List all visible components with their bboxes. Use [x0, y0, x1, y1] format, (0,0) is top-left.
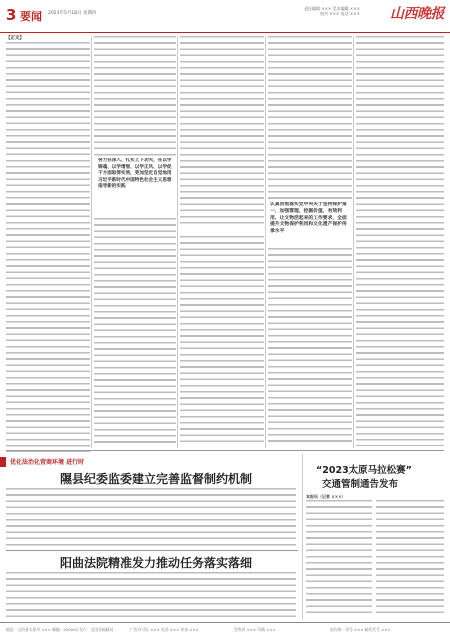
column-heading: 【正文】 — [6, 36, 24, 41]
footer-price: 零售价 ××× 印刷 ××× — [234, 627, 276, 632]
newspaper-logo: 山西晚报 — [390, 6, 444, 22]
page-section-tag: 要闻 — [20, 10, 42, 23]
article-column-3 — [180, 36, 264, 446]
right-article-lead: 本报讯（记者 ×××） — [306, 494, 346, 499]
footer-address: 地址：山西省太原市 ××× 邮编：030000 发行：全国各地邮局 — [6, 627, 114, 632]
headline-2: 阳曲法院精准发力推动任务落实落细 — [60, 556, 253, 570]
text-lines — [268, 36, 352, 200]
footer-issn: 国内统一刊号 ××× 邮发代号 ××× — [330, 627, 391, 632]
pull-quote-main: 认真贯彻落实党中央关于坚持保护第一、加强管理、挖掘价值、有效利用、让文物活起来的工作要求，全面提升文物保护利用和文化遗产保护传承水平 — [270, 202, 347, 235]
banner-accent — [0, 457, 6, 467]
article-body-1 — [6, 488, 296, 546]
article-column-1 — [6, 36, 90, 452]
banner-text: 优化法治化营商环境 进行时 — [10, 459, 85, 466]
pull-quote-highlight: 努力在深入、扎实上下功夫，在以学铸魂、以学增智、以学正风、以学促干方面取得实效，更加坚定自觉地用习近平新时代中国特色社会主义思想指导新的实践 — [98, 158, 172, 190]
page-footer — [0, 622, 450, 641]
text-lines — [94, 218, 176, 446]
article-body-3b — [376, 500, 444, 618]
kicker-headline: “2023太原马拉松赛” — [316, 465, 412, 476]
text-lines — [6, 42, 90, 452]
column-divider — [177, 36, 178, 448]
footer-ad-license: 广告许可证 ××× 电话 ××× 传真 ××× — [130, 627, 199, 632]
text-lines — [94, 36, 176, 156]
article-body-2 — [6, 572, 296, 618]
article-column-5 — [356, 36, 444, 446]
column-divider — [302, 454, 303, 620]
text-lines — [180, 36, 264, 226]
masthead — [0, 0, 450, 33]
page-number: 3 — [6, 6, 17, 24]
section-divider — [6, 550, 298, 551]
article-body-3 — [306, 500, 372, 618]
text-lines — [356, 36, 444, 446]
headline-1: 隰县纪委监委建立完善监督制约机制 — [60, 472, 253, 486]
column-divider — [265, 36, 266, 448]
editor-info — [304, 6, 360, 16]
article-column-2 — [94, 36, 176, 446]
editor-info-line: 责任编辑 ××× 美术编辑 ××× — [304, 6, 360, 11]
right-headline: 交通管制通告发布 — [322, 479, 399, 490]
column-divider — [91, 36, 92, 448]
text-lines — [180, 236, 264, 446]
column-divider — [353, 36, 354, 448]
section-divider — [6, 450, 444, 451]
editor-info-line: 校对 ××× 电话 ××× — [320, 11, 360, 16]
issue-date: 2023年5月18日 星期四 — [48, 11, 97, 16]
text-lines — [268, 248, 352, 446]
